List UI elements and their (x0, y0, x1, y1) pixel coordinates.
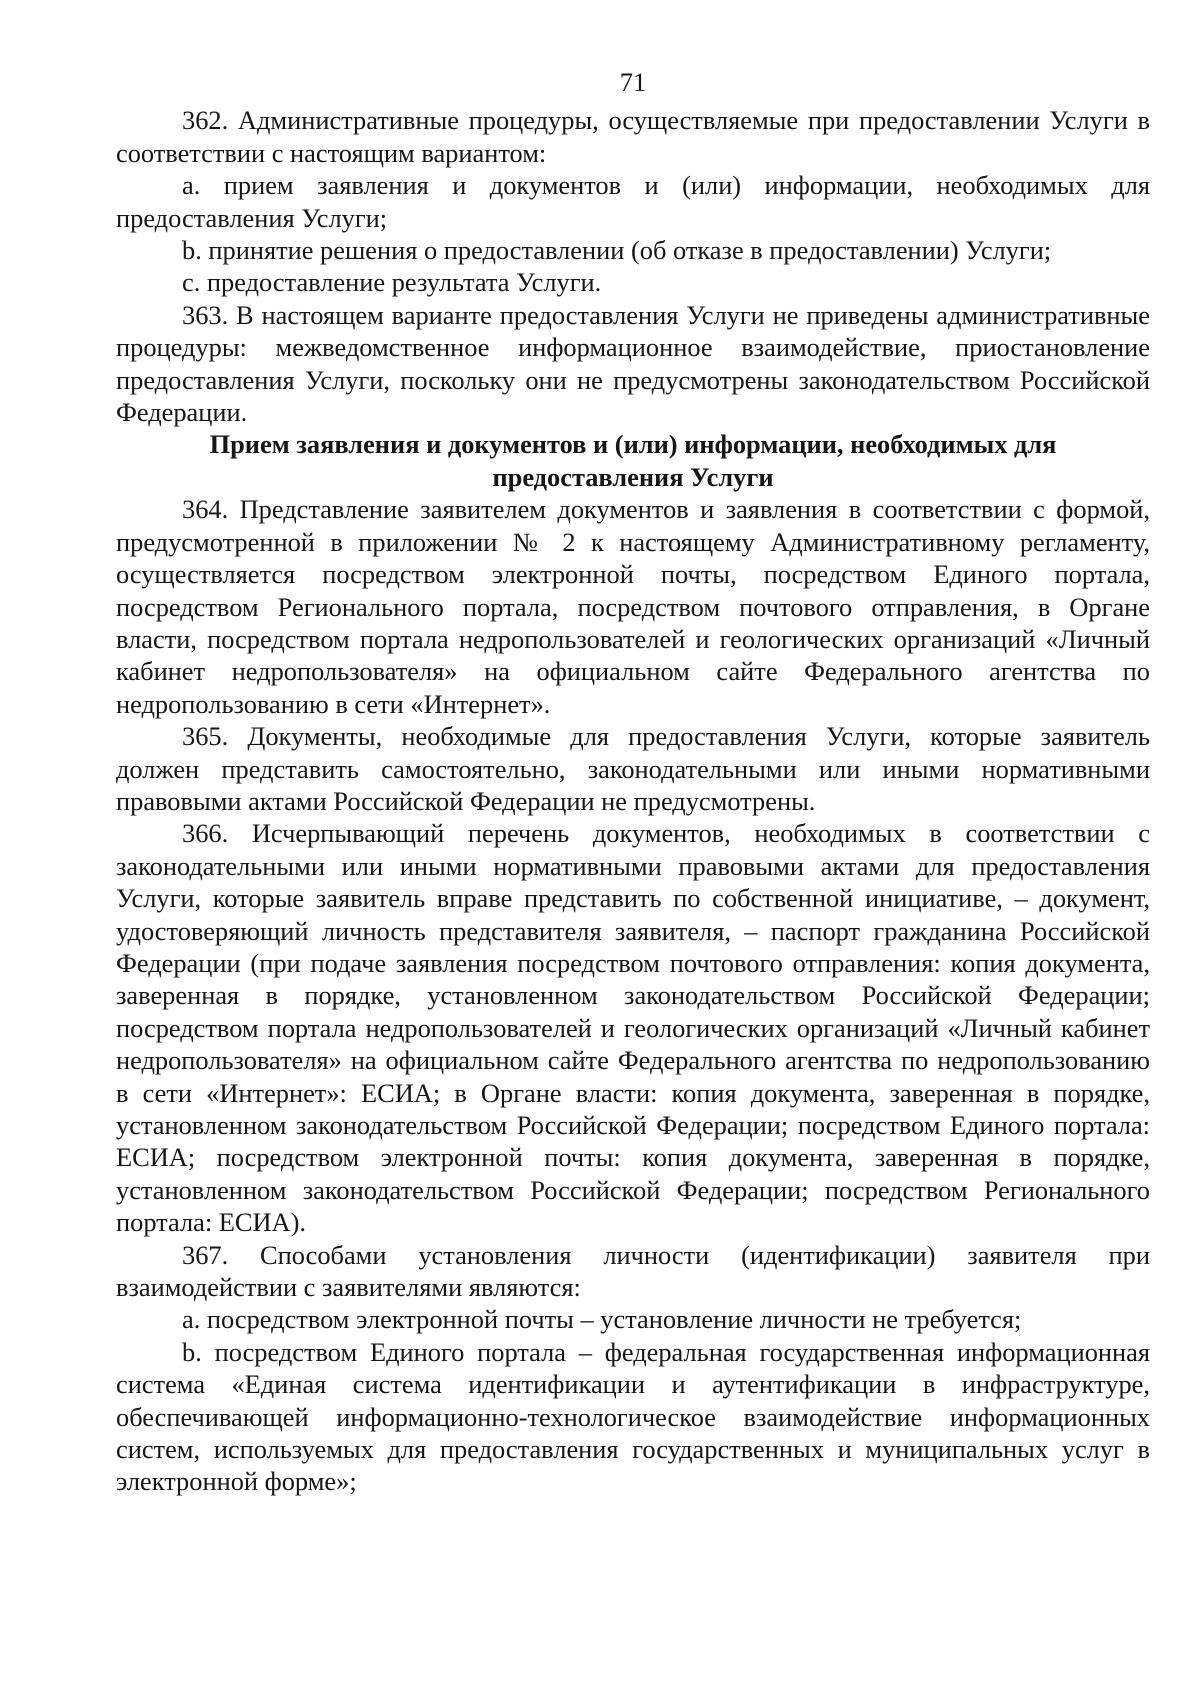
document-page (116, 66, 1150, 1498)
paragraph-366: 366. Исчерпывающий перечень документов, необходимых в соответствии с законодательными или иными нормативными правовыми актами для предоставления Услуги, которые заявитель вправе представить по собственной инициативе, – документ, удостоверяющий личность представителя заявителя, – паспорт гражданина Российской Федерации (при подаче заявления посредством почтового отправления: копия документа, заверенная в порядке, установленном законодательством Российской Федерации; посредством портала недропользователей и геологических организаций «Личный кабинет недропользователя» на официальном сайте Федерального агентства по недропользованию в сети «Интернет»: ЕСИА; в Органе власти: копия документа, заверенная в порядке, установленном законодательством Российской Федерации; посредством Единого портала: ЕСИА; посредством электронной почты: копия документа, заверенная в порядке, установленном законодательством Российской Федерации; посредством Регионального портала: ЕСИА). (116, 818, 1150, 1238)
paragraph-365: 365. Документы, необходимые для предоставления Услуги, которые заявитель должен представить самостоятельно, законодательными или иными нормативными правовыми актами Российской Федерации не предусмотрены. (116, 721, 1150, 816)
paragraph-363: 363. В настоящем варианте предоставления Услуги не приведены административные процедуры: межведомственное информационное взаимодействие, приостановление предоставления Услуги, поскольку они не предусмотрены законодательством Российской Федерации. (116, 299, 1150, 428)
paragraph-362: 362. Административные процедуры, осуществляемые при предоставлении Услуги в соответствии с настоящим вариантом: (116, 105, 1150, 168)
identification-item-a: a. посредством электронной почты – установление личности не требуется; (182, 1304, 1022, 1335)
section-heading: Прием заявления и документов и (или) информации, необходимых для предоставления Услуги (209, 429, 1057, 492)
identification-item-b: b. посредством Единого портала – федеральная государственная информационная система «Единая система идентификации и аутентификации в инфраструктуре, обеспечивающей информационно-технологическое взаимодействие информационных систем, используемых для предоставления государственных и муниципальных услуг в электронной форме»; (116, 1336, 1150, 1497)
page-number: 71 (619, 67, 647, 97)
list-item-a: a. прием заявления и документов и (или) информации, необходимых для предоставления Услуги; (116, 170, 1150, 233)
list-item-c: c. предоставление результата Услуги. (182, 267, 602, 298)
list-item-b: b. принятие решения о предоставлении (об отказе в предоставлении) Услуги; (182, 235, 1052, 266)
paragraph-367: 367. Способами установления личности (идентификации) заявителя при взаимодействии с заявителями являются: (116, 1239, 1150, 1303)
paragraph-364: 364. Представление заявителем документов и заявления в соответствии с формой, предусмотренной в приложении № 2 к настоящему Административному регламенту, осуществляется посредством электронной почты, посредством Единого портала, посредством Регионального портала, посредством почтового отправления, в Органе власти, посредством портала недропользователей и геологических организаций «Личный кабинет недропользователя» на официальном сайте Федерального агентства по недропользованию в сети «Интернет». (116, 494, 1150, 719)
